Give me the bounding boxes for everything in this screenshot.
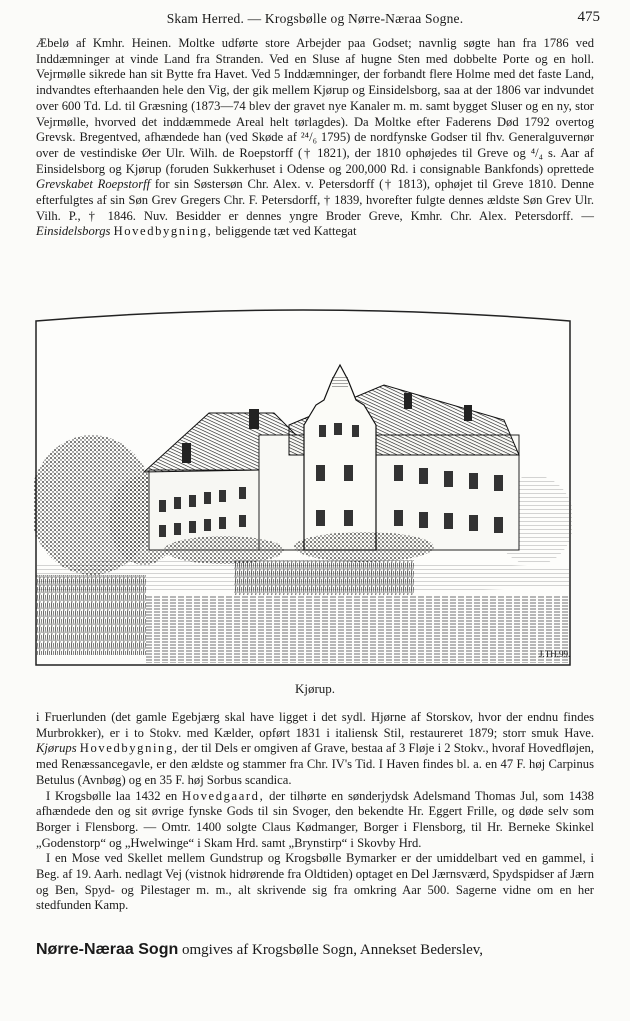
- paragraph-kjorup: [36, 710, 594, 914]
- paragraph-text: for sin Søstersøn Chr. Alex. v. Petersdorff († 1813), ophøjet til Greve 1810. Denne efterfulgtes af sin Søn Grev Gregers Chr. F. Petersdorff, † 1839, hvorefter fulgte dennes ældste Søn Grev Ulr. Vilh. P., † 1846. Nuv. Besidder er dennes yngre Broder Greve, Kmhr. Chr. Alex. Petersdorff. —: [36, 177, 594, 223]
- final-line: [36, 941, 596, 959]
- running-title: Skam Herred. — Krogsbølle og Nørre-Næraa Sogne.: [166, 11, 464, 26]
- figure-caption: Kjørup.: [294, 681, 336, 696]
- paragraph-text: beliggende tæt ved Kattegat: [215, 224, 357, 239]
- italic-term: Einsidelsborgs: [36, 224, 111, 239]
- italic-term: Kjørups: [36, 741, 77, 756]
- spaced-term: Hovedgaard,: [182, 788, 265, 803]
- italic-term: Grevskabet Roepstorff: [36, 177, 151, 192]
- spaced-term: Hovedbygning,: [113, 224, 213, 239]
- spaced-term: Hovedbygning,: [79, 741, 179, 756]
- paragraph-text: I en Mose ved Skellet mellem Gundstrup og Krogsbølle Bymarker er der umiddelbart ved en gammel, i Beg. af 19. Aarh. nedlagt Vej (vistnok hidrørende fra Oldtiden) optaget en Del Jærnsværd, Spydspidser af Jærn og Ben, Spyd- og Pilestager m. m., alt skrivende sig fra omkring Aar 500. Sagerne vidne om en her stedfunden Kamp.: [36, 851, 594, 913]
- paragraph-text: I Krogsbølle laa 1432 en: [46, 788, 178, 803]
- running-header: [0, 9, 630, 31]
- manor-house-illustration: [34, 305, 572, 667]
- paragraph-text: der til Dels er omgiven af Grave, bestaa af 3 Fløje i 2 Stokv., hvoraf Hovedfløjen, med Renæssancegavle, er den ældste og stammer fra Chr. IV's Tid. I Haven findes bl. a. en 47 F. høj Carpinus Betulus (Avnbøg) og en 35 F. høj Sorbus scandica.: [36, 741, 594, 787]
- paragraph-text: der tilhørte en sønderjydsk Adelsmand Thomas Jul, som 1438 afhændede den og sit øvrige fynske Gods til sin Svoger, den bekendte Hr. Eggert Frille, og døde selv som Borger i Flensborg. — Omtr. 1400 solgte Claus Kødmanger, Borger i Flensborg, til Hr. Berneke Skinkel „Godenstorp“ og „Hwelwinge“ i Skam Hrd. samt „Brynstirp“ i Skovby Hrd.: [36, 788, 594, 850]
- section-heading: Nørre-Næraa Sogn: [36, 941, 179, 958]
- paragraph-einsidelsborg: [36, 36, 594, 240]
- engraving-figure: [34, 305, 572, 667]
- paragraph-text: omgives af Krogsbølle Sogn, Annekset Bederslev,: [182, 942, 484, 958]
- page-number: 475: [577, 9, 600, 25]
- engraver-signature: J.TH.99.: [539, 649, 571, 659]
- paragraph-text: Æbelø af Kmhr. Heinen. Moltke udførte store Arbejder paa Godset; navnlig søgte han fra 1786 ved Inddæmninger at vinde Land fra Stranden. Ved en Sluse af hugne Sten med dobbelte Porte og en holl. Vejrmølle sikrede han sit Bytte fra Havet. Ved 5 Inddæmninger, der forbandt flere Holme med det faste Land, indvandtes efterhaanden hele den Vig, der gik mellem Kjørup og Einsidelsborg, saa at der 1806 var indvundet over 600 Td. Ld. til Græsning (1873—74 blev der gravet nye Kanaler m. m. samt bygget Sluser og en ny, stor Vejrmølle, hvorved det inddæmmede Areal helt tørlagdes). Da Moltke efter Faderens Død 1792 overtog Grevsk. Bregentved, afhændede han (ved Skøde af ²⁴/₆ 1795) de nordfynske Godser til fhv. Generalguvernør over de vestindiske Øer Ulr. Wilh. de Roepstorff († 1821), der 1810 ophøjedes til Greve og ⁴/₄ s. Aar af Einsidelsborg og Kjørup (foruden Sukkerhuset i Odense og 200,000 Rd. i consignable Bankfonds) oprettede: [36, 36, 594, 176]
- paragraph-text: i Fruerlunden (det gamle Egebjærg skal have ligget i det sydl. Hjørne af Storskov, hvor der endnu findes Murbrokker), er i to Stokv. med Kælder, opført 1831 i italiensk Stil, restaureret 1879; storr smuk Have.: [36, 710, 594, 740]
